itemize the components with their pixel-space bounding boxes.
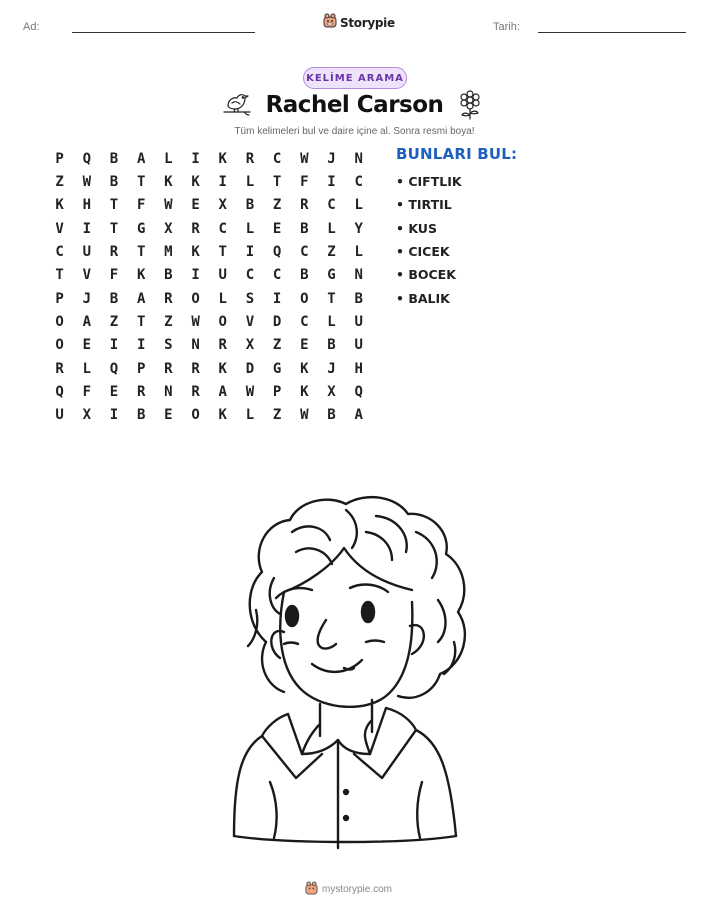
grid-letter[interactable]: Z	[164, 314, 173, 331]
grid-letter[interactable]: C	[272, 150, 282, 167]
storypie-logo-icon	[323, 13, 337, 32]
grid-letter[interactable]: V	[55, 220, 64, 237]
grid-letter[interactable]: R	[164, 360, 173, 377]
grid-letter[interactable]: T	[55, 267, 64, 284]
grid-letter[interactable]: B	[300, 220, 309, 237]
brand	[323, 13, 395, 32]
grid-letter[interactable]: Q	[354, 384, 363, 401]
grid-letter[interactable]: K	[55, 197, 64, 214]
grid-letter[interactable]: W	[300, 407, 309, 424]
grid-letter[interactable]: K	[218, 150, 227, 167]
grid-letter[interactable]: G	[136, 220, 146, 237]
grid-letter[interactable]: E	[191, 197, 200, 214]
grid-letter[interactable]: L	[354, 197, 363, 214]
grid-letter[interactable]: R	[191, 384, 200, 401]
grid-letter[interactable]: I	[327, 174, 336, 191]
grid-letter[interactable]: B	[136, 407, 146, 424]
grid-letter[interactable]: X	[218, 197, 227, 214]
brand-name: Storypie	[340, 15, 395, 30]
grid-letter[interactable]: X	[82, 407, 91, 424]
grid-letter[interactable]: X	[164, 220, 173, 237]
grid-letter[interactable]: L	[82, 360, 91, 377]
grid-letter[interactable]: Z	[272, 337, 282, 354]
grid-letter[interactable]: E	[82, 337, 91, 354]
grid-letter[interactable]: L	[245, 407, 255, 424]
grid-letter[interactable]: C	[300, 314, 309, 331]
grid-letter[interactable]: V	[82, 267, 91, 284]
grid-letter[interactable]: J	[327, 150, 336, 167]
word-list	[396, 170, 462, 310]
grid-letter[interactable]: L	[245, 174, 255, 191]
grid-letter[interactable]: I	[82, 220, 91, 237]
grid-letter[interactable]: B	[327, 337, 336, 354]
grid-letter[interactable]: J	[327, 360, 336, 377]
grid-letter[interactable]: K	[191, 244, 200, 261]
grid-letter[interactable]: I	[245, 244, 255, 261]
grid-letter[interactable]: F	[82, 384, 91, 401]
date-label: Tarih:	[493, 21, 520, 33]
grid-letter[interactable]: Q	[82, 150, 91, 167]
grid-letter[interactable]: R	[191, 220, 200, 237]
grid-letter[interactable]: A	[136, 290, 146, 307]
grid-letter[interactable]: C	[354, 174, 363, 191]
grid-letter[interactable]: T	[136, 174, 146, 191]
grid-letter[interactable]: N	[164, 384, 173, 401]
grid-letter[interactable]: C	[245, 267, 255, 284]
grid-letter[interactable]: X	[245, 337, 255, 354]
grid-letter[interactable]: I	[136, 337, 146, 354]
grid-letter[interactable]: U	[354, 314, 363, 331]
word-list-item: • TIRTIL	[396, 197, 452, 213]
grid-letter[interactable]: E	[164, 407, 173, 424]
grid-letter[interactable]: P	[55, 290, 64, 307]
storypie-logo-icon	[305, 880, 318, 899]
grid-letter[interactable]: T	[136, 314, 146, 331]
footer	[305, 880, 392, 899]
grid-letter[interactable]: O	[218, 314, 227, 331]
footer-url[interactable]: mystorypie.com	[322, 884, 393, 895]
grid-letter[interactable]: W	[300, 150, 309, 167]
grid-letter[interactable]: J	[82, 290, 91, 307]
word-list-item: • CICEK	[396, 244, 450, 260]
grid-letter[interactable]: T	[272, 174, 282, 191]
grid-letter[interactable]: B	[300, 267, 309, 284]
grid-letter[interactable]: C	[218, 220, 227, 237]
grid-letter[interactable]: U	[354, 337, 363, 354]
grid-letter[interactable]: M	[164, 244, 173, 261]
grid-letter[interactable]: A	[136, 150, 146, 167]
grid-letter[interactable]: Z	[327, 244, 336, 261]
grid-letter[interactable]: B	[245, 197, 255, 214]
grid-letter[interactable]: T	[136, 244, 146, 261]
grid-letter[interactable]: H	[354, 360, 363, 377]
grid-letter[interactable]: C	[327, 197, 336, 214]
grid-letter[interactable]: L	[164, 150, 173, 167]
word-list-item: • BOCEK	[396, 267, 456, 283]
grid-letter[interactable]: A	[354, 407, 363, 424]
grid-letter[interactable]: T	[327, 290, 336, 307]
grid-letter[interactable]: V	[245, 314, 255, 331]
grid-letter[interactable]: K	[164, 174, 173, 191]
grid-letter[interactable]: X	[327, 384, 336, 401]
grid-letter[interactable]: O	[55, 314, 64, 331]
grid-letter[interactable]: U	[55, 407, 64, 424]
grid-letter[interactable]: O	[191, 290, 200, 307]
grid-letter[interactable]: Y	[354, 220, 363, 237]
grid-letter[interactable]: Z	[55, 174, 64, 191]
grid-letter[interactable]: N	[191, 337, 200, 354]
grid-letter[interactable]: E	[272, 220, 282, 237]
grid-letter[interactable]: L	[245, 220, 255, 237]
grid-letter[interactable]: I	[191, 267, 200, 284]
grid-letter[interactable]: I	[191, 150, 200, 167]
date-line[interactable]	[538, 32, 686, 33]
grid-letter[interactable]: S	[245, 290, 255, 307]
grid-letter[interactable]: W	[245, 384, 255, 401]
grid-letter[interactable]: I	[272, 290, 282, 307]
grid-letter[interactable]: B	[354, 290, 363, 307]
name-line[interactable]	[72, 32, 255, 33]
grid-letter[interactable]: B	[109, 174, 119, 191]
grid-letter[interactable]: C	[272, 267, 282, 284]
grid-letter[interactable]: C	[300, 244, 309, 261]
grid-letter[interactable]: P	[136, 360, 146, 377]
grid-letter[interactable]: Z	[272, 407, 282, 424]
grid-letter[interactable]: O	[191, 407, 200, 424]
grid-letter[interactable]: D	[245, 360, 255, 377]
portrait-illustration	[226, 492, 486, 856]
grid-letter[interactable]: K	[191, 174, 200, 191]
instructions: Tüm kelimeleri bul ve daire içine al. Sonra resmi boya!	[234, 126, 475, 137]
grid-letter[interactable]: B	[109, 290, 119, 307]
grid-letter[interactable]: N	[354, 267, 363, 284]
grid-letter[interactable]: I	[218, 174, 227, 191]
grid-letter[interactable]: U	[218, 267, 227, 284]
grid-letter[interactable]: Q	[272, 244, 282, 261]
grid-letter[interactable]: R	[300, 197, 309, 214]
grid-letter[interactable]: Q	[109, 360, 119, 377]
grid-letter[interactable]: C	[55, 244, 64, 261]
grid-letter[interactable]: L	[354, 244, 363, 261]
grid-letter[interactable]: T	[218, 244, 227, 261]
grid-letter[interactable]: A	[82, 314, 91, 331]
grid-letter[interactable]: W	[191, 314, 200, 331]
grid-letter[interactable]: K	[218, 360, 227, 377]
grid-letter[interactable]: S	[164, 337, 173, 354]
grid-letter[interactable]: N	[354, 150, 363, 167]
word-list-item: • KUS	[396, 220, 437, 236]
grid-letter[interactable]: I	[109, 407, 119, 424]
grid-letter[interactable]: L	[218, 290, 227, 307]
activity-badge: KELİME ARAMA	[303, 67, 407, 89]
grid-letter[interactable]: L	[327, 220, 336, 237]
grid-letter[interactable]: L	[327, 314, 336, 331]
flower-icon	[457, 90, 483, 124]
grid-letter[interactable]: D	[272, 314, 282, 331]
grid-letter[interactable]: P	[272, 384, 282, 401]
grid-letter[interactable]: F	[136, 197, 146, 214]
grid-letter[interactable]: K	[136, 267, 146, 284]
grid-letter[interactable]: H	[82, 197, 91, 214]
grid-letter[interactable]: Q	[55, 384, 64, 401]
grid-letter[interactable]: R	[164, 290, 173, 307]
grid-letter[interactable]: P	[55, 150, 64, 167]
grid-letter[interactable]: R	[245, 150, 255, 167]
grid-letter[interactable]: B	[164, 267, 173, 284]
name-label: Ad:	[23, 21, 40, 33]
grid-letter[interactable]: R	[191, 360, 200, 377]
grid-letter[interactable]: K	[300, 360, 309, 377]
grid-letter[interactable]: W	[82, 174, 91, 191]
grid-letter[interactable]: B	[327, 407, 336, 424]
grid-letter[interactable]: R	[136, 384, 146, 401]
grid-letter[interactable]: E	[109, 384, 119, 401]
grid-letter[interactable]: G	[272, 360, 282, 377]
grid-letter[interactable]: F	[300, 174, 309, 191]
grid-letter[interactable]: F	[109, 267, 119, 284]
grid-letter[interactable]: Z	[109, 314, 119, 331]
grid-letter[interactable]: T	[109, 220, 119, 237]
grid-letter[interactable]: B	[109, 150, 119, 167]
grid-letter[interactable]: U	[82, 244, 91, 261]
grid-letter[interactable]: T	[109, 197, 119, 214]
grid-letter[interactable]: I	[109, 337, 119, 354]
find-list-title: BUNLARI BUL:	[396, 145, 518, 163]
grid-letter[interactable]: R	[109, 244, 119, 261]
grid-letter[interactable]: O	[55, 337, 64, 354]
grid-letter[interactable]: G	[327, 267, 336, 284]
page-title: Rachel Carson	[265, 92, 444, 118]
grid-letter[interactable]: K	[300, 384, 309, 401]
letter-grid	[46, 147, 372, 427]
grid-letter[interactable]: E	[300, 337, 309, 354]
word-list-item: • CIFTLIK	[396, 174, 462, 190]
grid-letter[interactable]: R	[55, 360, 64, 377]
grid-letter[interactable]: R	[218, 337, 227, 354]
grid-letter[interactable]: W	[164, 197, 173, 214]
grid-letter[interactable]: K	[218, 407, 227, 424]
grid-letter[interactable]: Z	[272, 197, 282, 214]
word-list-item: • BALIK	[396, 290, 450, 306]
grid-letter[interactable]: A	[218, 384, 227, 401]
grid-letter[interactable]: O	[300, 290, 309, 307]
